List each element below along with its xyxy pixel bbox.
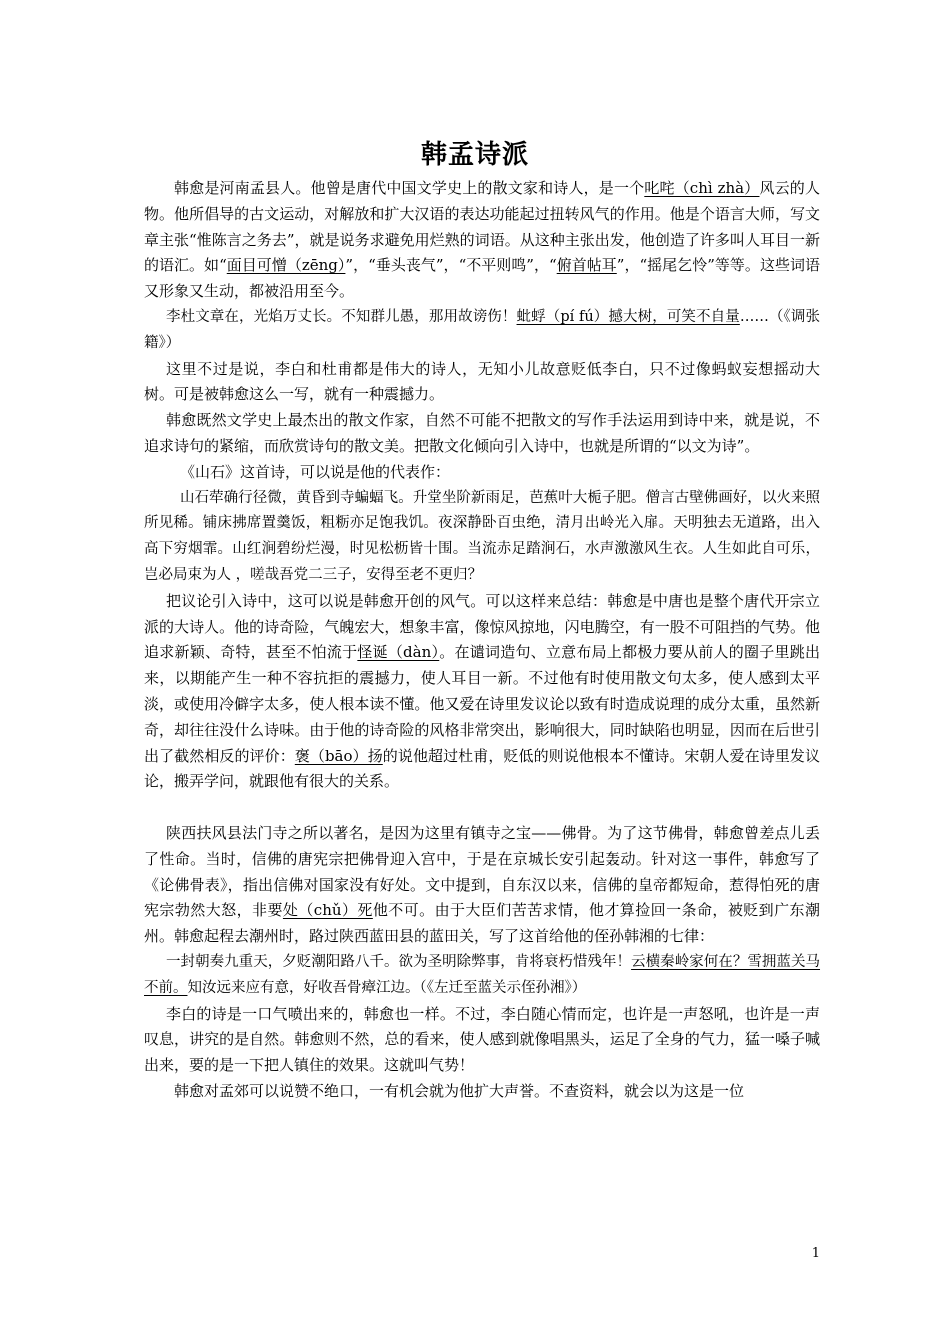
paragraph: 韩愈既然文学史上最杰出的散文作家，自然不可能不把散文的写作手法运用到诗中来，就是说，不追求诗句的紧缩，而欣赏诗句的散文美。把散文化倾向引入诗中，也就是所谓的“以文为诗”。 (144, 411, 820, 455)
article-body (144, 176, 820, 1105)
text-run: ……（《调张籍》） (144, 308, 821, 351)
paragraph: 这里不过是说，李白和杜甫都是伟大的诗人，无知小儿故意贬低李白，只不过像蚂蚁妄想摇动大树。可是被韩愈这么一写，就有一种震撼力。 (144, 359, 820, 404)
poem-quote-shan-shi: 山石荦确行径微，黄昏到寺蝙蝠飞。升堂坐阶新雨足，芭蕉叶大栀子肥。僧言古壁佛画好，以火来照所见稀。铺床拂席置羹饭，粗粝亦足饱我饥。夜深静卧百虫绝，清月出岭光入扉。天明独去无道路，出入高下穷烟霏。山红涧碧纷烂漫，时见松枥皆十围。当流赤足踏涧石，水声激激风生衣。人生如此自可乐，岂必局束为人 ，嗟哉吾党二三子，安得至老不更归？ (144, 489, 820, 583)
paragraph: 《山石》这首诗，可以说是他的代表作： (180, 462, 451, 481)
text-run: ”，“垂头丧气”，“不平则鸣”，“ (345, 256, 557, 275)
text-run: 一封朝奏九重天，夕贬潮阳路八千。欲为圣明除弊事，肯将衰朽惜残年！ (166, 953, 632, 970)
text-run: 他不可。由于大臣们苦苦求情，他才算捡回一条命，被贬到广东潮州。韩愈起程去潮州时，路过陕西蓝田县的蓝田关，写了这首给他的侄孙韩湘的七律： (144, 901, 820, 946)
text-run: 知汝远来应有意，好收吾骨瘴江边。（《左迁至蓝关示侄孙湘》） (187, 979, 587, 996)
underlined-term: 蚍蜉（pí fú）撼大树，可笑不自量 (516, 308, 740, 325)
paragraph (144, 821, 820, 950)
underlined-term: 叱咤（chì zhà） (644, 179, 760, 197)
text-run: 把议论引入诗中，这可以说是韩愈开创的风气。可以这样来总结：韩愈是中唐也是整个唐代开宗立派的大诗人。他的诗奇险，气魄宏大，想象丰富，像惊风掠地，闪电腾空，有一股不可阻挡的气势。他追求新颖、奇特，甚至不怕流于 (144, 591, 820, 662)
underlined-term: 处（chǔ）死 (282, 901, 373, 920)
paragraph-intro (144, 176, 820, 305)
paragraph (144, 589, 820, 795)
page-title: 韩孟诗派 (420, 140, 529, 170)
text-run: 陕西扶风县法门寺之所以著名，是因为这里有镇寺之宝——佛骨。为了这节佛骨，韩愈曾差点儿丢了性命。当时，信佛的唐宪宗把佛骨迎入宫中，于是在京城长安引起轰动。针对这一事件，韩愈写了《论佛骨表》，指出信佛对国家没有好处。文中提到，自东汉以来，信佛的皇帝都短命，惹得怕死的唐宪宗勃然大怒，非要 (144, 823, 820, 920)
underlined-term: 面目可憎（zēng） (226, 256, 346, 275)
text-run: 风云的人物。他所倡导的古文运动，对解放和扩大汉语的表达功能起过扭转风气的作用。他是个语言大师，写文章主张“惟陈言之务去”，就是说务求避免用烂熟的词语。从这种主张出发，他创造了许多叫人耳目一新的语汇。如“ (144, 179, 820, 275)
text-run: 韩愈是河南孟县人。他曾是唐代中国文学史上的散文家和诗人，是一个 (174, 179, 645, 197)
text-run: 的说他超过杜甫，贬低的则说他根本不懂诗。宋朝人爱在诗里发议论，搬弄学问，就跟他有很大的关系。 (144, 746, 820, 791)
poem-quote-tiao-zhang-ji (144, 305, 820, 357)
poem-quote-zuo-qian (144, 950, 820, 1002)
paragraph-spacer (144, 795, 820, 821)
paragraph: 韩愈对孟郊可以说赞不绝口，一有机会就为他扩大声誉。不查资料，就会以为这是一位 (174, 1081, 745, 1100)
page-number: 1 (811, 1246, 820, 1261)
text-run: 。在谴词造句、立意布局上都极力要从前人的圈子里跳出来，以期能产生一种不容抗拒的震撼力，使人耳目一新。不过他有时使用散文句太多，使人感到太平淡，或使用冷僻字太多，使人根本读不懂。他又爱在诗里发议论以致有时造成说理的成分太重，虽然新奇，却往往没什么诗味。由于他的诗奇险的风格非常突出，影响很大，同时缺陷也明显，因而在后世引出了截然相反的评价： (144, 643, 820, 765)
text-run: 李杜文章在，光焰万丈长。不知群儿愚，那用故谤伤！ (166, 308, 517, 325)
text-run: ”，“摇尾乞怜”等等。这些词语又形象又生动，都被沿用至今。 (144, 256, 820, 301)
underlined-term: 俯首帖耳 (556, 256, 617, 275)
underlined-term: 褒（bāo）扬 (294, 746, 383, 765)
paragraph: 李白的诗是一口气喷出来的，韩愈也一样。不过，李白随心情而定，也许是一声怒吼，也许是一声叹息，讲究的是自然。韩愈则不然，总的看来，使人感到就像唱黑头，运足了全身的气力，猛一嗓子喊出来，要的是一下把人镇住的效果。这就叫气势！ (144, 1004, 820, 1075)
underlined-term: 云横秦岭家何在？雪拥蓝关马不前。 (144, 953, 821, 996)
underlined-term: 怪诞（dàn） (357, 643, 440, 662)
